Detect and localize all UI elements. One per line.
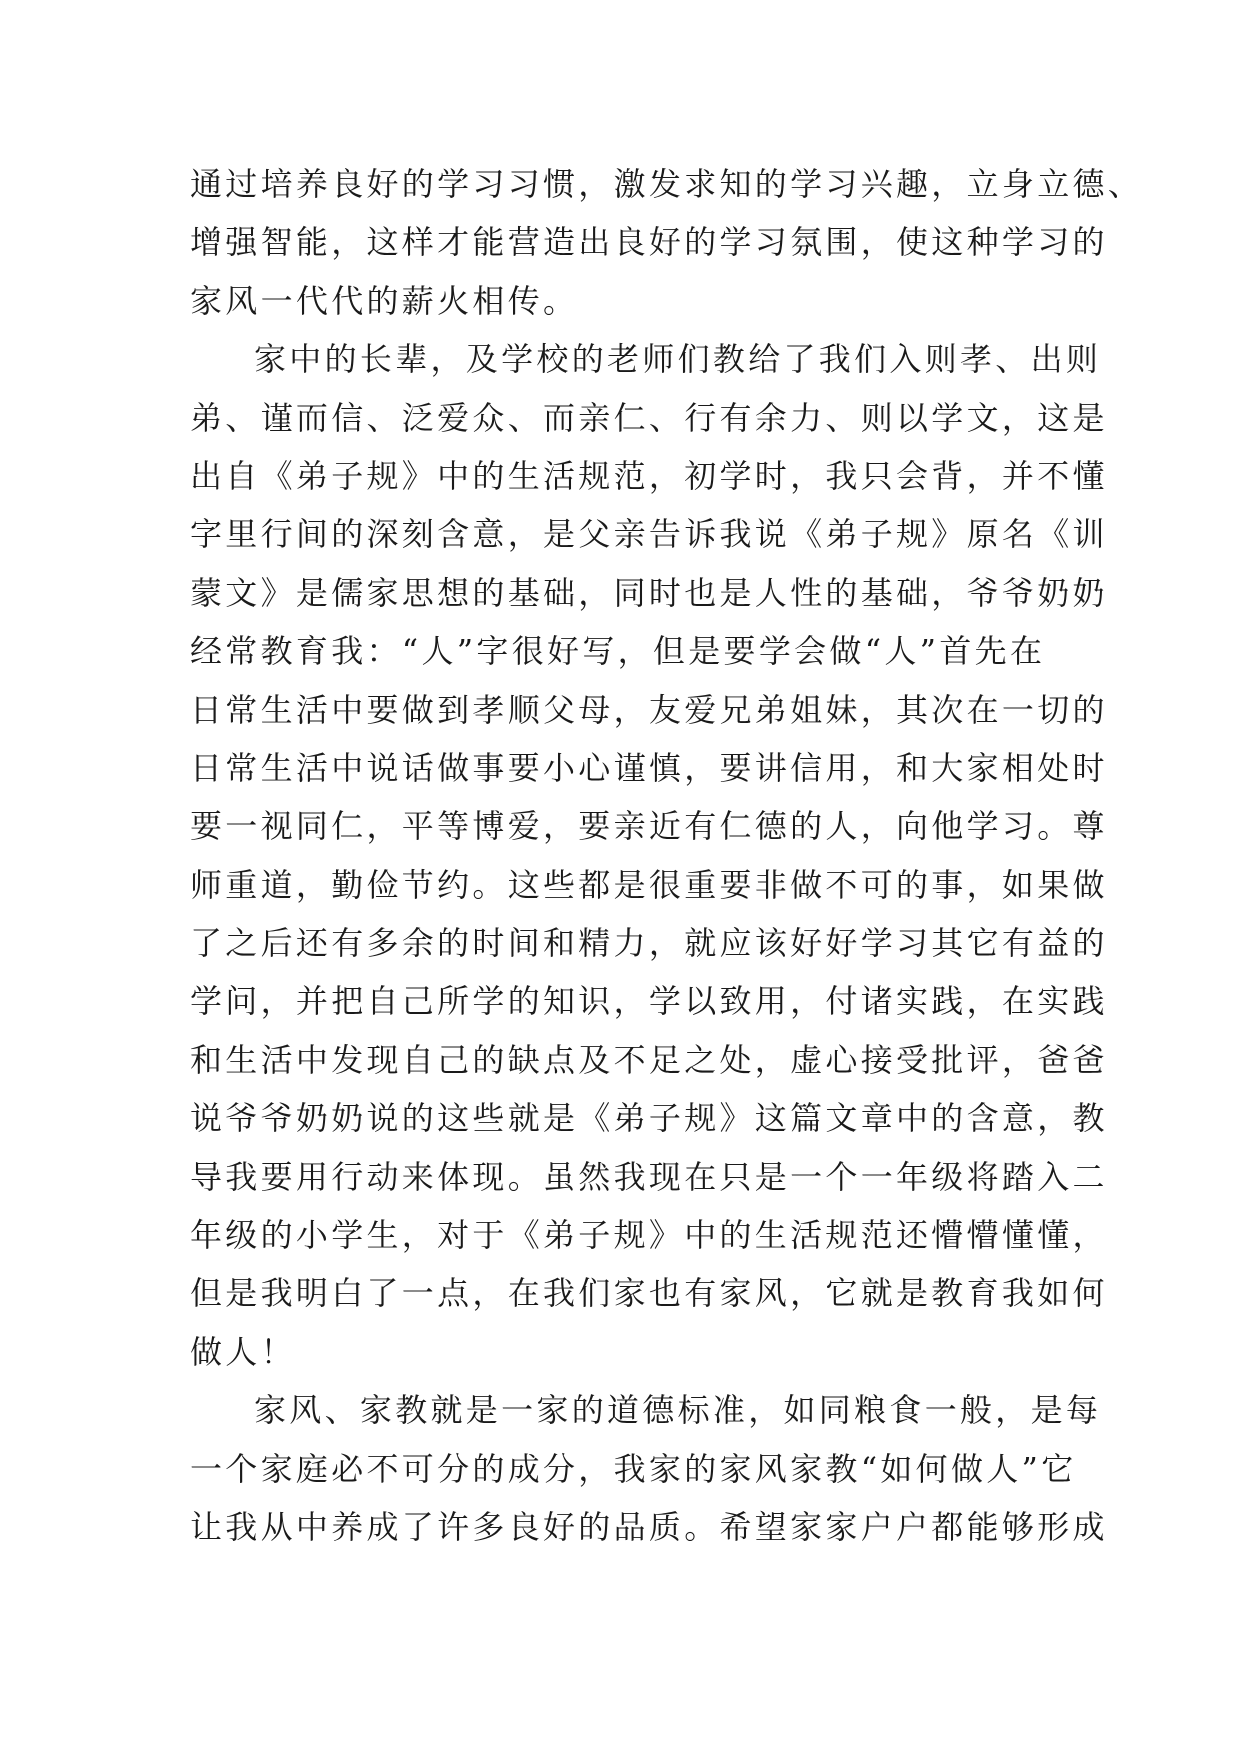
text-line-1: 通过培养良好的学习习惯，激发求知的学习兴趣，立身立德、: [190, 165, 1144, 203]
text-line-20: 但是我明白了一点，在我们家也有家风，它就是教育我如何: [190, 1274, 1108, 1313]
text-line-2: 增强智能，这样才能营造出良好的学习氛围，使这种学习的: [190, 223, 1108, 262]
text-line-7: 字里行间的深刻含意，是父亲告诉我说《弟子规》原名《训: [190, 515, 1108, 554]
text-line-19: 年级的小学生，对于《弟子规》中的生活规范还懵懵懂懂，: [190, 1216, 1108, 1255]
text-line-8: 蒙文》是儒家思想的基础，同时也是人性的基础，爷爷奶奶: [190, 573, 1108, 612]
text-line-14: 了之后还有多余的时间和精力，就应该好好学习其它有益的: [190, 924, 1108, 963]
text-line-16: 和生活中发现自己的缺点及不足之处，虚心接受批评，爸爸: [190, 1040, 1108, 1079]
text-line-13: 师重道，勤俭节约。这些都是很重要非做不可的事，如果做: [190, 865, 1108, 904]
text-line-9: 经常教育我：“人”字很好写，但是要学会做“人”首先在: [190, 632, 1046, 671]
text-line-22: 家风、家教就是一家的道德标准，如同粮食一般，是每: [254, 1391, 1102, 1430]
text-line-15: 学问，并把自己所学的知识，学以致用，付诸实践，在实践: [190, 982, 1108, 1021]
text-line-6: 出自《弟子规》中的生活规范，初学时，我只会背，并不懂: [190, 456, 1108, 495]
text-line-21: 做人！: [190, 1332, 296, 1371]
text-line-11: 日常生活中说话做事要小心谨慎，要讲信用，和大家相处时: [190, 748, 1108, 787]
text-line-23: 一个家庭必不可分的成分，我家的家风家教“如何做人”它: [190, 1449, 1077, 1488]
text-line-12: 要一视同仁，平等博爱，要亲近有仁德的人，向他学习。尊: [190, 807, 1108, 846]
text-line-18: 导我要用行动来体现。虽然我现在只是一个一年级将踏入二: [190, 1157, 1108, 1196]
text-line-10: 日常生活中要做到孝顺父母，友爱兄弟姐妹，其次在一切的: [190, 690, 1108, 729]
text-line-17: 说爷爷奶奶说的这些就是《弟子规》这篇文章中的含意，教: [190, 1099, 1108, 1138]
text-line-24: 让我从中养成了许多良好的品质。希望家家户户都能够形成: [190, 1507, 1108, 1546]
text-line-3: 家风一代代的薪火相传。: [190, 281, 579, 320]
body-text: [190, 155, 1144, 1556]
text-line-4: 家中的长辈，及学校的老师们教给了我们入则孝、出则: [254, 340, 1102, 379]
text-line-5: 弟、谨而信、泛爱众、而亲仁、行有余力、则以学文，这是: [190, 398, 1108, 437]
